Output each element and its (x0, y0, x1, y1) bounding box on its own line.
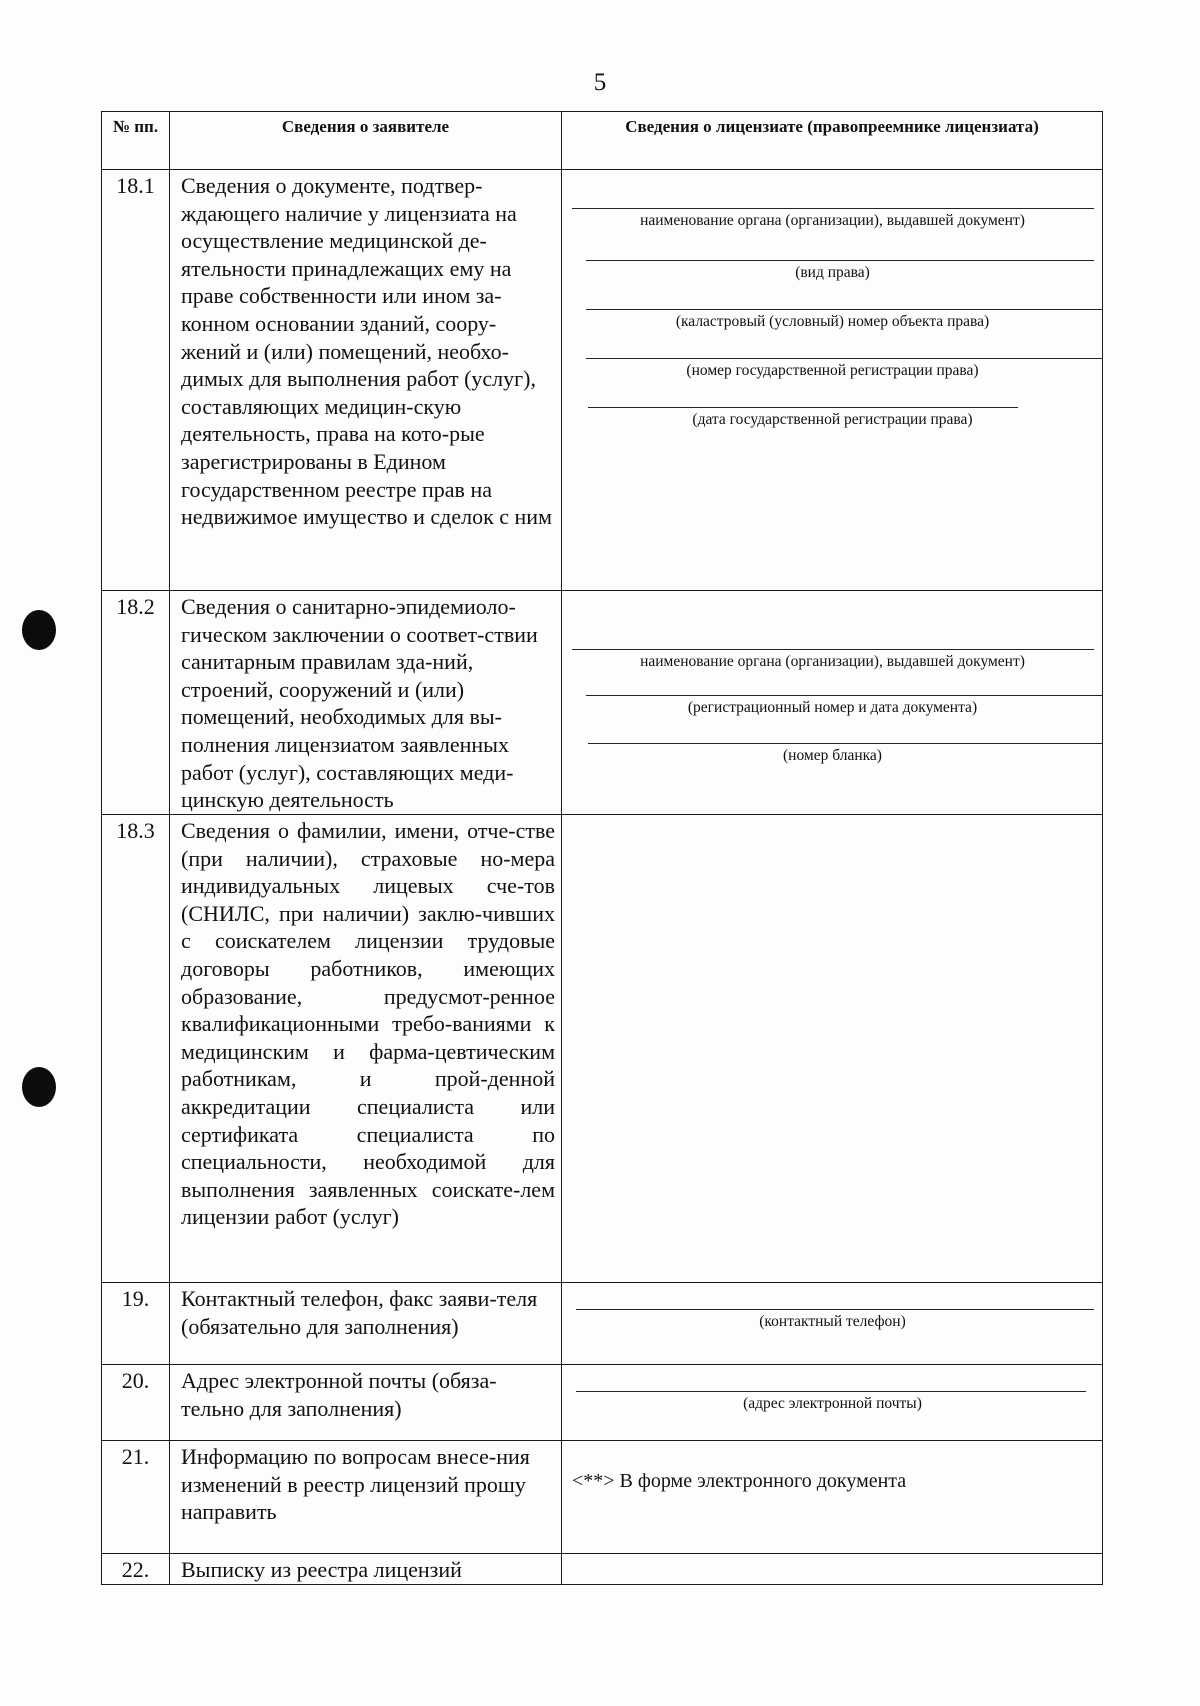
field-line[interactable] (572, 208, 1094, 209)
licensee-cell (562, 170, 1103, 591)
field-label: (дата государственной регистрации права) (692, 411, 973, 428)
field-label: (регистрационный номер и дата документа) (687, 699, 978, 716)
row-description: Адрес электронной почты (обяза-тельно для заполнения) (170, 1365, 562, 1441)
header-applicant: Сведения о заявителе (170, 112, 562, 170)
row-number: 18.1 (102, 170, 170, 591)
field-line[interactable] (588, 743, 1103, 744)
field-line[interactable] (586, 309, 1103, 310)
field-line[interactable] (572, 649, 1094, 650)
field-label: наименование органа (организации), выдавшей документ) (640, 653, 1025, 670)
field-label: (каластровый (условный) номер объекта права) (675, 313, 990, 330)
table-row-22 (102, 1554, 1103, 1585)
field-line[interactable] (576, 1309, 1094, 1310)
row-description: Сведения о фамилии, имени, отче-стве (при наличии), страховые но-мера индивидуальных лицевых сче-тов (СНИЛС, при наличии) заклю-чивших с соискателем лицензии трудовые договоры работников, имеющих образование, предусмот-ренное квалификационными требо-ваниями к медицинским и фарма-цевтическим работникам, и прой-денной аккредитации специалиста или сертификата специалиста по специальности, необходимой для выполнения заявленных соискате-лем лицензии работ (услуг) (170, 815, 562, 1283)
licensee-cell (562, 1365, 1103, 1441)
table-row-18-3 (102, 815, 1103, 1283)
row-number: 22. (102, 1554, 170, 1585)
field-line[interactable] (576, 1391, 1086, 1392)
licensee-cell (562, 1283, 1103, 1365)
row-number: 18.3 (102, 815, 170, 1283)
field-line[interactable] (586, 358, 1103, 359)
field-label: (номер бланка) (783, 747, 882, 764)
licensee-cell (562, 1441, 1103, 1554)
table-row-19 (102, 1283, 1103, 1365)
row-number: 20. (102, 1365, 170, 1441)
licensee-cell[interactable] (562, 815, 1103, 1283)
row-description: Сведения о документе, подтвер-ждающего наличие у лицензиата на осуществление медицинской де-ятельности принадлежащих ему на праве собственности или ином за-конном основании зданий, соору-жений и (или) помещений, необхо-димых для выполнения работ (услуг), составляющих медицин-скую деятельность, права на кото-рые зарегистрированы в Едином государственном реестре прав на недвижимое имущество и сделок с ним (170, 170, 562, 591)
header-licensee: Сведения о лицензиате (правопреемнике лицензиата) (562, 112, 1103, 170)
field-label: (контактный телефон) (759, 1313, 906, 1330)
table-row-18-2 (102, 591, 1103, 815)
table-row-18-1 (102, 170, 1103, 591)
header-num: № пп. (102, 112, 170, 170)
delivery-method: <**> В форме электронного документа (572, 1470, 907, 1492)
header-row (102, 112, 1103, 170)
field-label: (номер государственной регистрации права) (686, 362, 979, 379)
field-line[interactable] (588, 407, 1018, 408)
license-form-table (101, 111, 1103, 1585)
page-number: 5 (593, 69, 607, 96)
licensee-cell[interactable] (562, 1554, 1103, 1585)
row-description: Сведения о санитарно-эпидемиоло-гическом заключении о соответ-ствии санитарным правилам зда-ний, строений, сооружений и (или) помещений, необходимых для вы-полнения лицензиатом заявленных работ (услуг), составляющих меди-цинскую деятельность (170, 591, 562, 815)
field-label: (адрес электронной почты) (743, 1395, 922, 1412)
punch-hole (22, 610, 56, 650)
row-number: 21. (102, 1441, 170, 1554)
field-line[interactable] (586, 260, 1094, 261)
licensee-cell (562, 591, 1103, 815)
row-description: Информацию по вопросам внесе-ния изменений в реестр лицензий прошу направить (170, 1441, 562, 1554)
field-label: наименование органа (организации), выдавшей документ) (640, 212, 1025, 229)
row-number: 19. (102, 1283, 170, 1365)
table-row-21 (102, 1441, 1103, 1554)
row-number: 18.2 (102, 591, 170, 815)
field-line[interactable] (586, 695, 1103, 696)
row-description: Контактный телефон, факс заяви-теля (обязательно для заполнения) (170, 1283, 562, 1365)
row-description: Выписку из реестра лицензий (170, 1554, 562, 1585)
field-label: (вид права) (795, 264, 870, 281)
table-row-20 (102, 1365, 1103, 1441)
punch-hole (22, 1067, 56, 1107)
